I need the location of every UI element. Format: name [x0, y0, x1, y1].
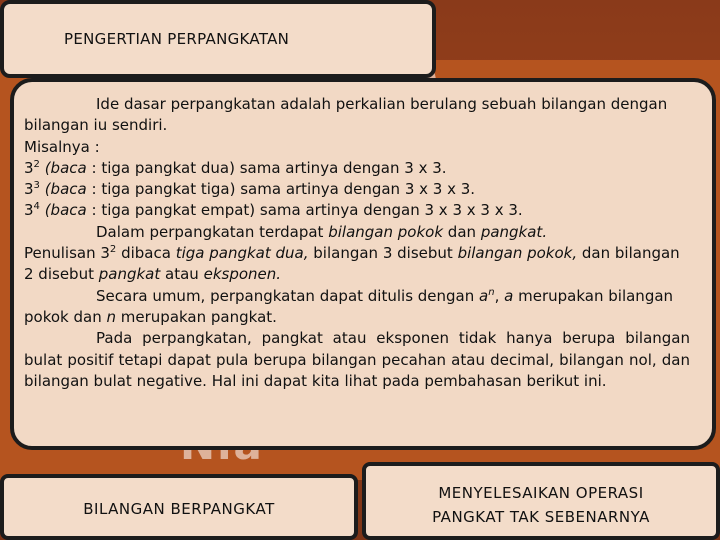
page-title: PENGERTIAN PERPANGKATAN — [64, 30, 290, 48]
bilangan-berpangkat-label: BILANGAN BERPANGKAT — [83, 500, 275, 518]
paragraph-notation: Penulisan $3^2$ dibaca tiga pangkat dua, bilangan 3 disebut bilangan pokok, dan bilangan 2 disebut pangkat atau eksponen. — [24, 244, 680, 284]
bilangan-berpangkat-button[interactable] — [0, 474, 358, 540]
menyelesaikan-operasi-label-1: MENYELESAIKAN OPERASI — [438, 484, 644, 502]
menyelesaikan-operasi-label-2: PANGKAT TAK SEBENARNYA — [432, 508, 650, 526]
paragraph-types: Pada perpangkatan, pangkat atau eksponen tidak hanya berupa bilangan bulat positif tetapi dapat pula berupa bilangan pecahan atau decimal, bilangan nol, dan bilangan bulat negative. Hal ini dapat kita lihat pada pembahasan berikut ini. — [24, 329, 690, 390]
example-line-3: $3^4$ (baca : tiga pangkat empat) sama artinya dengan 3 x 3 x 3 x 3. — [24, 201, 523, 220]
example-line-1: $3^2$ (baca : tiga pangkat dua) sama artinya dengan 3 x 3. — [24, 158, 447, 177]
title-panel — [0, 0, 436, 78]
paragraph-intro: Ide dasar perpangkatan adalah perkalian berulang sebuah bilangan dengan bilangan iu sendiri. — [24, 95, 668, 135]
paragraph-terms: Dalam perpangkatan terdapat bilangan pokok dan pangkat. — [96, 222, 548, 241]
menyelesaikan-operasi-button[interactable] — [362, 462, 720, 540]
example-heading: Misalnya : — [24, 137, 100, 156]
paragraph-general: Secara umum, perpangkatan dapat ditulis dengan $a^n$, a merupakan bilangan pokok dan n merupakan pangkat. — [24, 286, 674, 326]
content-body — [24, 94, 690, 392]
example-line-2: $3^3$ (baca : tiga pangkat tiga) sama artinya dengan 3 x 3 x 3. — [24, 180, 476, 199]
